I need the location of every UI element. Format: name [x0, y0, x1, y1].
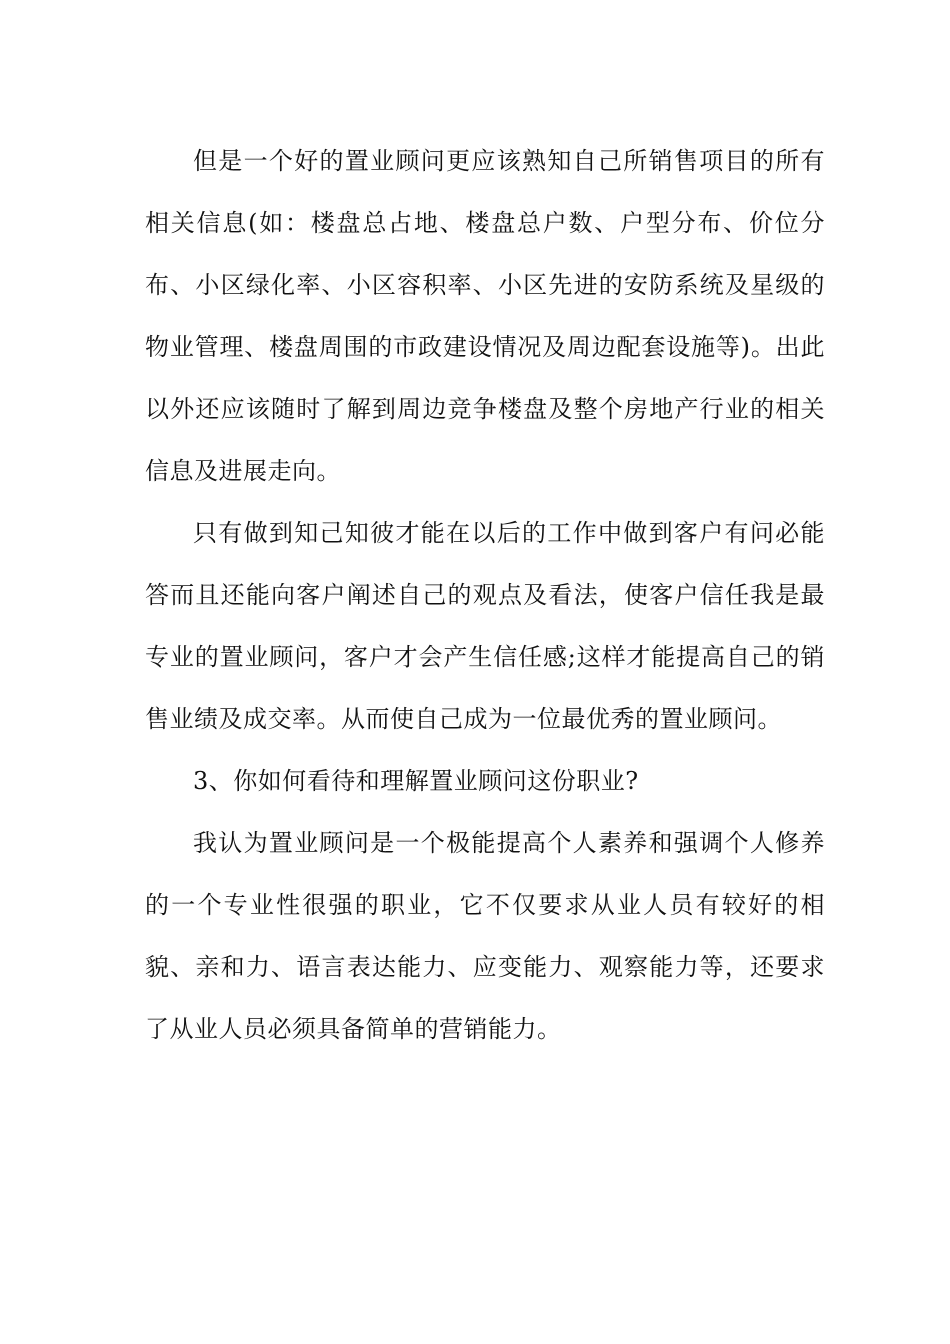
question-heading: 3、你如何看待和理解置业顾问这份职业?	[193, 767, 639, 795]
paragraph-career-view: 我认为置业顾问是一个极能提高个人素养和强调个人修养的一个专业性很强的职业，它不仅要求从业人员有较好的相貌、亲和力、语言表达能力、应变能力、观察能力等，还要求了从业人员必须具备简单的营销能力。	[145, 829, 825, 1043]
document-body	[145, 130, 825, 1060]
paragraph-project-knowledge: 但是一个好的置业顾问更应该熟知自己所销售项目的所有相关信息(如：楼盘总占地、楼盘总户数、户型分布、价位分布、小区绿化率、小区容积率、小区先进的安防系统及星级的物业管理、楼盘周围的市政建设情况及周边配套设施等)。出此以外还应该随时了解到周边竞争楼盘及整个房地产行业的相关信息及进展走向。	[145, 147, 825, 485]
paragraph-know-yourself: 只有做到知己知彼才能在以后的工作中做到客户有问必能答而且还能向客户阐述自己的观点及看法，使客户信任我是最专业的置业顾问，客户才会产生信任感;这样才能提高自己的销售业绩及成交率。从而使自己成为一位最优秀的置业顾问。	[145, 519, 825, 733]
